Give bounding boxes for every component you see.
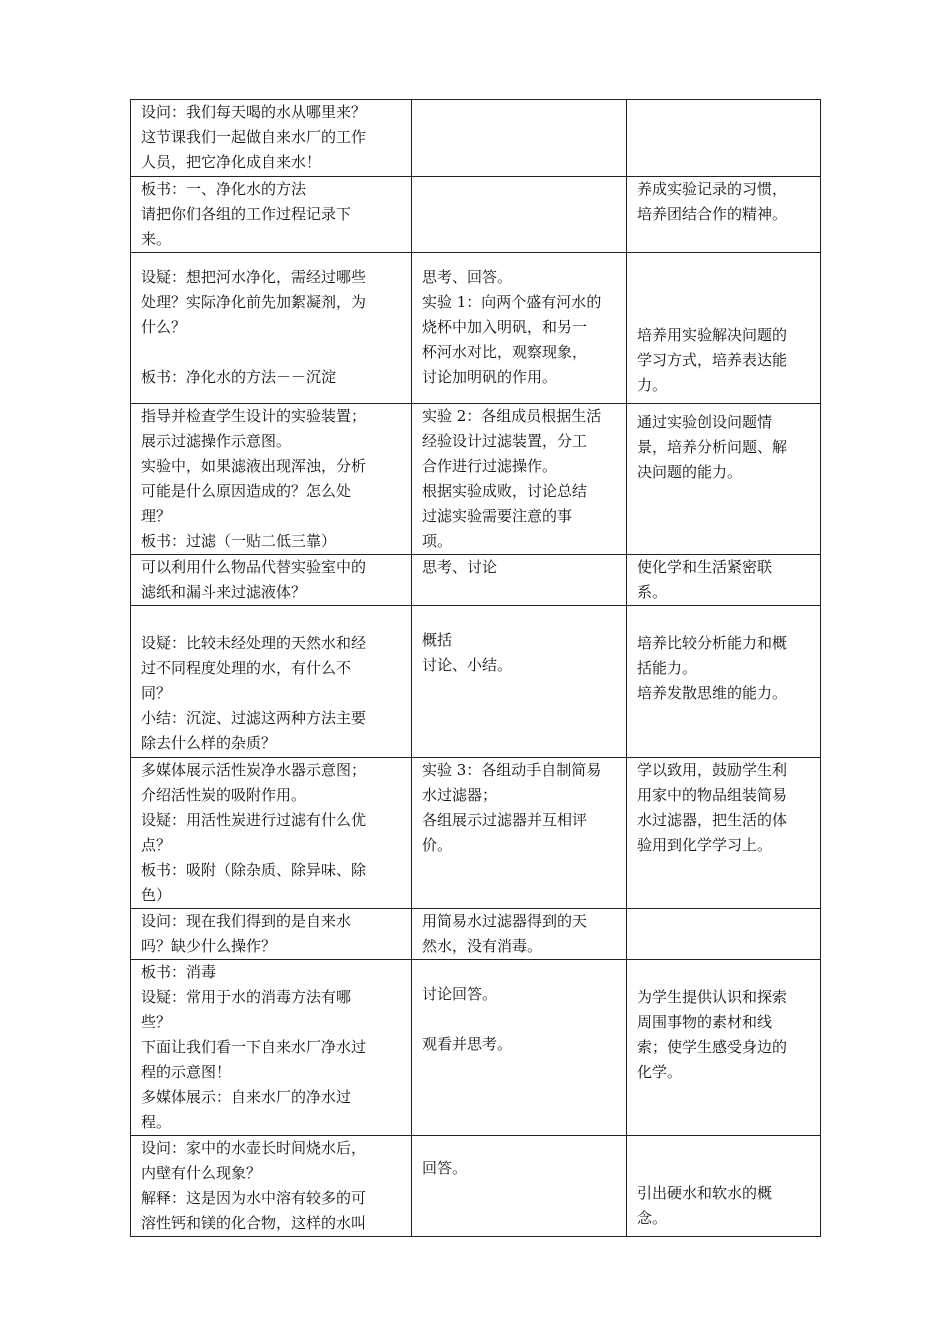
design-intent-cell	[627, 606, 821, 758]
text-line: 板书：净化水的方法－－沉淀	[141, 368, 337, 386]
design-intent-cell	[627, 253, 821, 404]
text-line: 设问：家中的水壶长时间烧水后，	[141, 1139, 367, 1157]
text-line: 板书：吸附（除杂质、除异味、除	[141, 861, 367, 879]
text-line: 多媒体展示活性炭净水器示意图；	[141, 761, 367, 779]
text-line: 合作进行过滤操作。	[422, 457, 558, 475]
text-line: 板书：过滤（一贴二低三靠）	[141, 532, 337, 550]
text-line: 观看并思考。	[422, 1035, 513, 1053]
text-line: 指导并检查学生设计的实验装置；	[141, 407, 367, 425]
text-line: 实验 2：各组成员根据生活	[422, 407, 602, 425]
text-line: 验用到化学学习上。	[637, 836, 773, 854]
text-line: 化学。	[637, 1063, 683, 1081]
table-row	[131, 909, 821, 960]
text-line: 除去什么样的杂质？	[141, 734, 277, 752]
text-line: 实验中，如果滤液出现浑浊，分析	[141, 457, 367, 475]
text-line: 养成实验记录的习惯，	[637, 180, 788, 198]
text-line: 程的示意图！	[141, 1063, 232, 1081]
student-activity-cell	[412, 960, 627, 1136]
text-line: 下面让我们看一下自来水厂净水过	[141, 1038, 367, 1056]
design-intent-cell	[627, 1136, 821, 1237]
table-row	[131, 100, 821, 177]
text-line: 人员，把它净化成自来水！	[141, 153, 322, 171]
text-line: 用简易水过滤器得到的天	[422, 912, 588, 930]
text-line: 使化学和生活紧密联	[637, 558, 773, 576]
text-line: 通过实验创设问题情	[637, 413, 773, 431]
student-activity-cell	[412, 177, 627, 253]
text-line: 力。	[637, 376, 668, 394]
teacher-activity-cell	[131, 758, 412, 909]
text-line: 设疑：常用于水的消毒方法有哪	[141, 988, 352, 1006]
text-line: 经验设计过滤装置，分工	[422, 432, 588, 450]
student-activity-cell	[412, 100, 627, 177]
lesson-plan-table	[130, 99, 821, 1237]
text-line: 处理？实际净化前先加絮凝剂，为	[141, 293, 367, 311]
text-line: 系。	[637, 583, 668, 601]
student-activity-cell	[412, 1136, 627, 1237]
text-line: 思考、回答。	[422, 268, 513, 286]
teacher-activity-cell	[131, 1136, 412, 1237]
text-line: 板书：消毒	[141, 963, 217, 981]
text-line: 介绍活性炭的吸附作用。	[141, 786, 307, 804]
blank-line	[422, 1007, 618, 1032]
design-intent-cell	[627, 100, 821, 177]
table-row	[131, 960, 821, 1136]
text-line: 学习方式，培养表达能	[637, 351, 788, 369]
text-line: 培养团结合作的精神。	[637, 205, 788, 223]
text-line: 设疑：比较未经处理的天然水和经	[141, 634, 367, 652]
text-line: 请把你们各组的工作过程记录下	[141, 205, 352, 223]
design-intent-cell	[627, 555, 821, 606]
text-line: 过滤实验需要注意的事	[422, 507, 573, 525]
text-line: 然水，没有消毒。	[422, 937, 543, 955]
table-row	[131, 404, 821, 555]
text-line: 讨论加明矾的作用。	[422, 368, 558, 386]
design-intent-cell	[627, 177, 821, 253]
text-line: 讨论、小结。	[422, 656, 513, 674]
text-line: 景，培养分析问题、解	[637, 438, 788, 456]
text-line: 可以利用什么物品代替实验室中的	[141, 558, 367, 576]
text-line: 同？	[141, 684, 172, 702]
text-line: 项。	[422, 532, 453, 550]
table-row	[131, 555, 821, 606]
text-line: 来。	[141, 230, 172, 248]
text-line: 展示过滤操作示意图。	[141, 432, 292, 450]
text-line: 思考、讨论	[422, 558, 498, 576]
text-line: 各组展示过滤器并互相评	[422, 811, 588, 829]
teacher-activity-cell	[131, 960, 412, 1136]
text-line: 学以致用，鼓励学生利	[637, 761, 788, 779]
teacher-activity-cell	[131, 555, 412, 606]
student-activity-cell	[412, 253, 627, 404]
text-line: 周围事物的素材和线	[637, 1013, 773, 1031]
table-row	[131, 606, 821, 758]
design-intent-cell	[627, 960, 821, 1136]
text-line: 板书：一、净化水的方法	[141, 180, 307, 198]
student-activity-cell	[412, 555, 627, 606]
text-line: 什么？	[141, 318, 187, 336]
text-line: 多媒体展示：自来水厂的净水过	[141, 1088, 352, 1106]
teacher-activity-cell	[131, 909, 412, 960]
student-activity-cell	[412, 404, 627, 555]
table-row	[131, 758, 821, 909]
text-line: 水过滤器；	[422, 786, 498, 804]
text-line: 内壁有什么现象？	[141, 1164, 262, 1182]
table-row	[131, 253, 821, 404]
text-line: 设疑：用活性炭进行过滤有什么优	[141, 811, 367, 829]
text-line: 这节课我们一起做自来水厂的工作	[141, 128, 367, 146]
text-line: 培养发散思维的能力。	[637, 684, 788, 702]
text-line: 实验 3：各组动手自制简易	[422, 761, 602, 779]
text-line: 讨论回答。	[422, 985, 498, 1003]
design-intent-cell	[627, 758, 821, 909]
text-line: 为学生提供认识和探索	[637, 988, 788, 1006]
text-line: 小结：沉淀、过滤这两种方法主要	[141, 709, 367, 727]
text-line: 点？	[141, 836, 172, 854]
student-activity-cell	[412, 909, 627, 960]
text-line: 程。	[141, 1113, 172, 1131]
text-line: 溶性钙和镁的化合物，这样的水叫	[141, 1214, 367, 1232]
text-line: 培养用实验解决问题的	[637, 326, 788, 344]
text-line: 根据实验成败，讨论总结	[422, 482, 588, 500]
teacher-activity-cell	[131, 404, 412, 555]
text-line: 色）	[141, 886, 172, 904]
text-line: 解释：这是因为水中溶有较多的可	[141, 1189, 367, 1207]
teacher-activity-cell	[131, 177, 412, 253]
table-row	[131, 1136, 821, 1237]
text-line: 过不同程度处理的水，有什么不	[141, 659, 352, 677]
text-line: 价。	[422, 836, 453, 854]
text-line: 念。	[637, 1209, 668, 1227]
text-line: 吗？缺少什么操作？	[141, 937, 277, 955]
text-line: 括能力。	[637, 659, 698, 677]
student-activity-cell	[412, 606, 627, 758]
table-row	[131, 177, 821, 253]
text-line: 滤纸和漏斗来过滤液体？	[141, 583, 307, 601]
text-line: 杯河水对比，观察现象，	[422, 343, 588, 361]
text-line: 实验 1：向两个盛有河水的	[422, 293, 602, 311]
design-intent-cell	[627, 404, 821, 555]
teacher-activity-cell	[131, 100, 412, 177]
blank-line	[141, 340, 403, 365]
text-line: 些？	[141, 1013, 172, 1031]
text-line: 概括	[422, 631, 453, 649]
teacher-activity-cell	[131, 253, 412, 404]
text-line: 设疑：想把河水净化，需经过哪些	[141, 268, 367, 286]
text-line: 可能是什么原因造成的？怎么处	[141, 482, 352, 500]
text-line: 引出硬水和软水的概	[637, 1184, 773, 1202]
text-line: 设问：现在我们得到的是自来水	[141, 912, 352, 930]
text-line: 水过滤器，把生活的体	[637, 811, 788, 829]
text-line: 回答。	[422, 1159, 468, 1177]
text-line: 培养比较分析能力和概	[637, 634, 788, 652]
teacher-activity-cell	[131, 606, 412, 758]
student-activity-cell	[412, 758, 627, 909]
text-line: 用家中的物品组装简易	[637, 786, 788, 804]
text-line: 设问：我们每天喝的水从哪里来？	[141, 103, 367, 121]
text-line: 索；使学生感受身边的	[637, 1038, 788, 1056]
design-intent-cell	[627, 909, 821, 960]
text-line: 决问题的能力。	[637, 463, 743, 481]
text-line: 理？	[141, 507, 172, 525]
text-line: 烧杯中加入明矾，和另一	[422, 318, 588, 336]
